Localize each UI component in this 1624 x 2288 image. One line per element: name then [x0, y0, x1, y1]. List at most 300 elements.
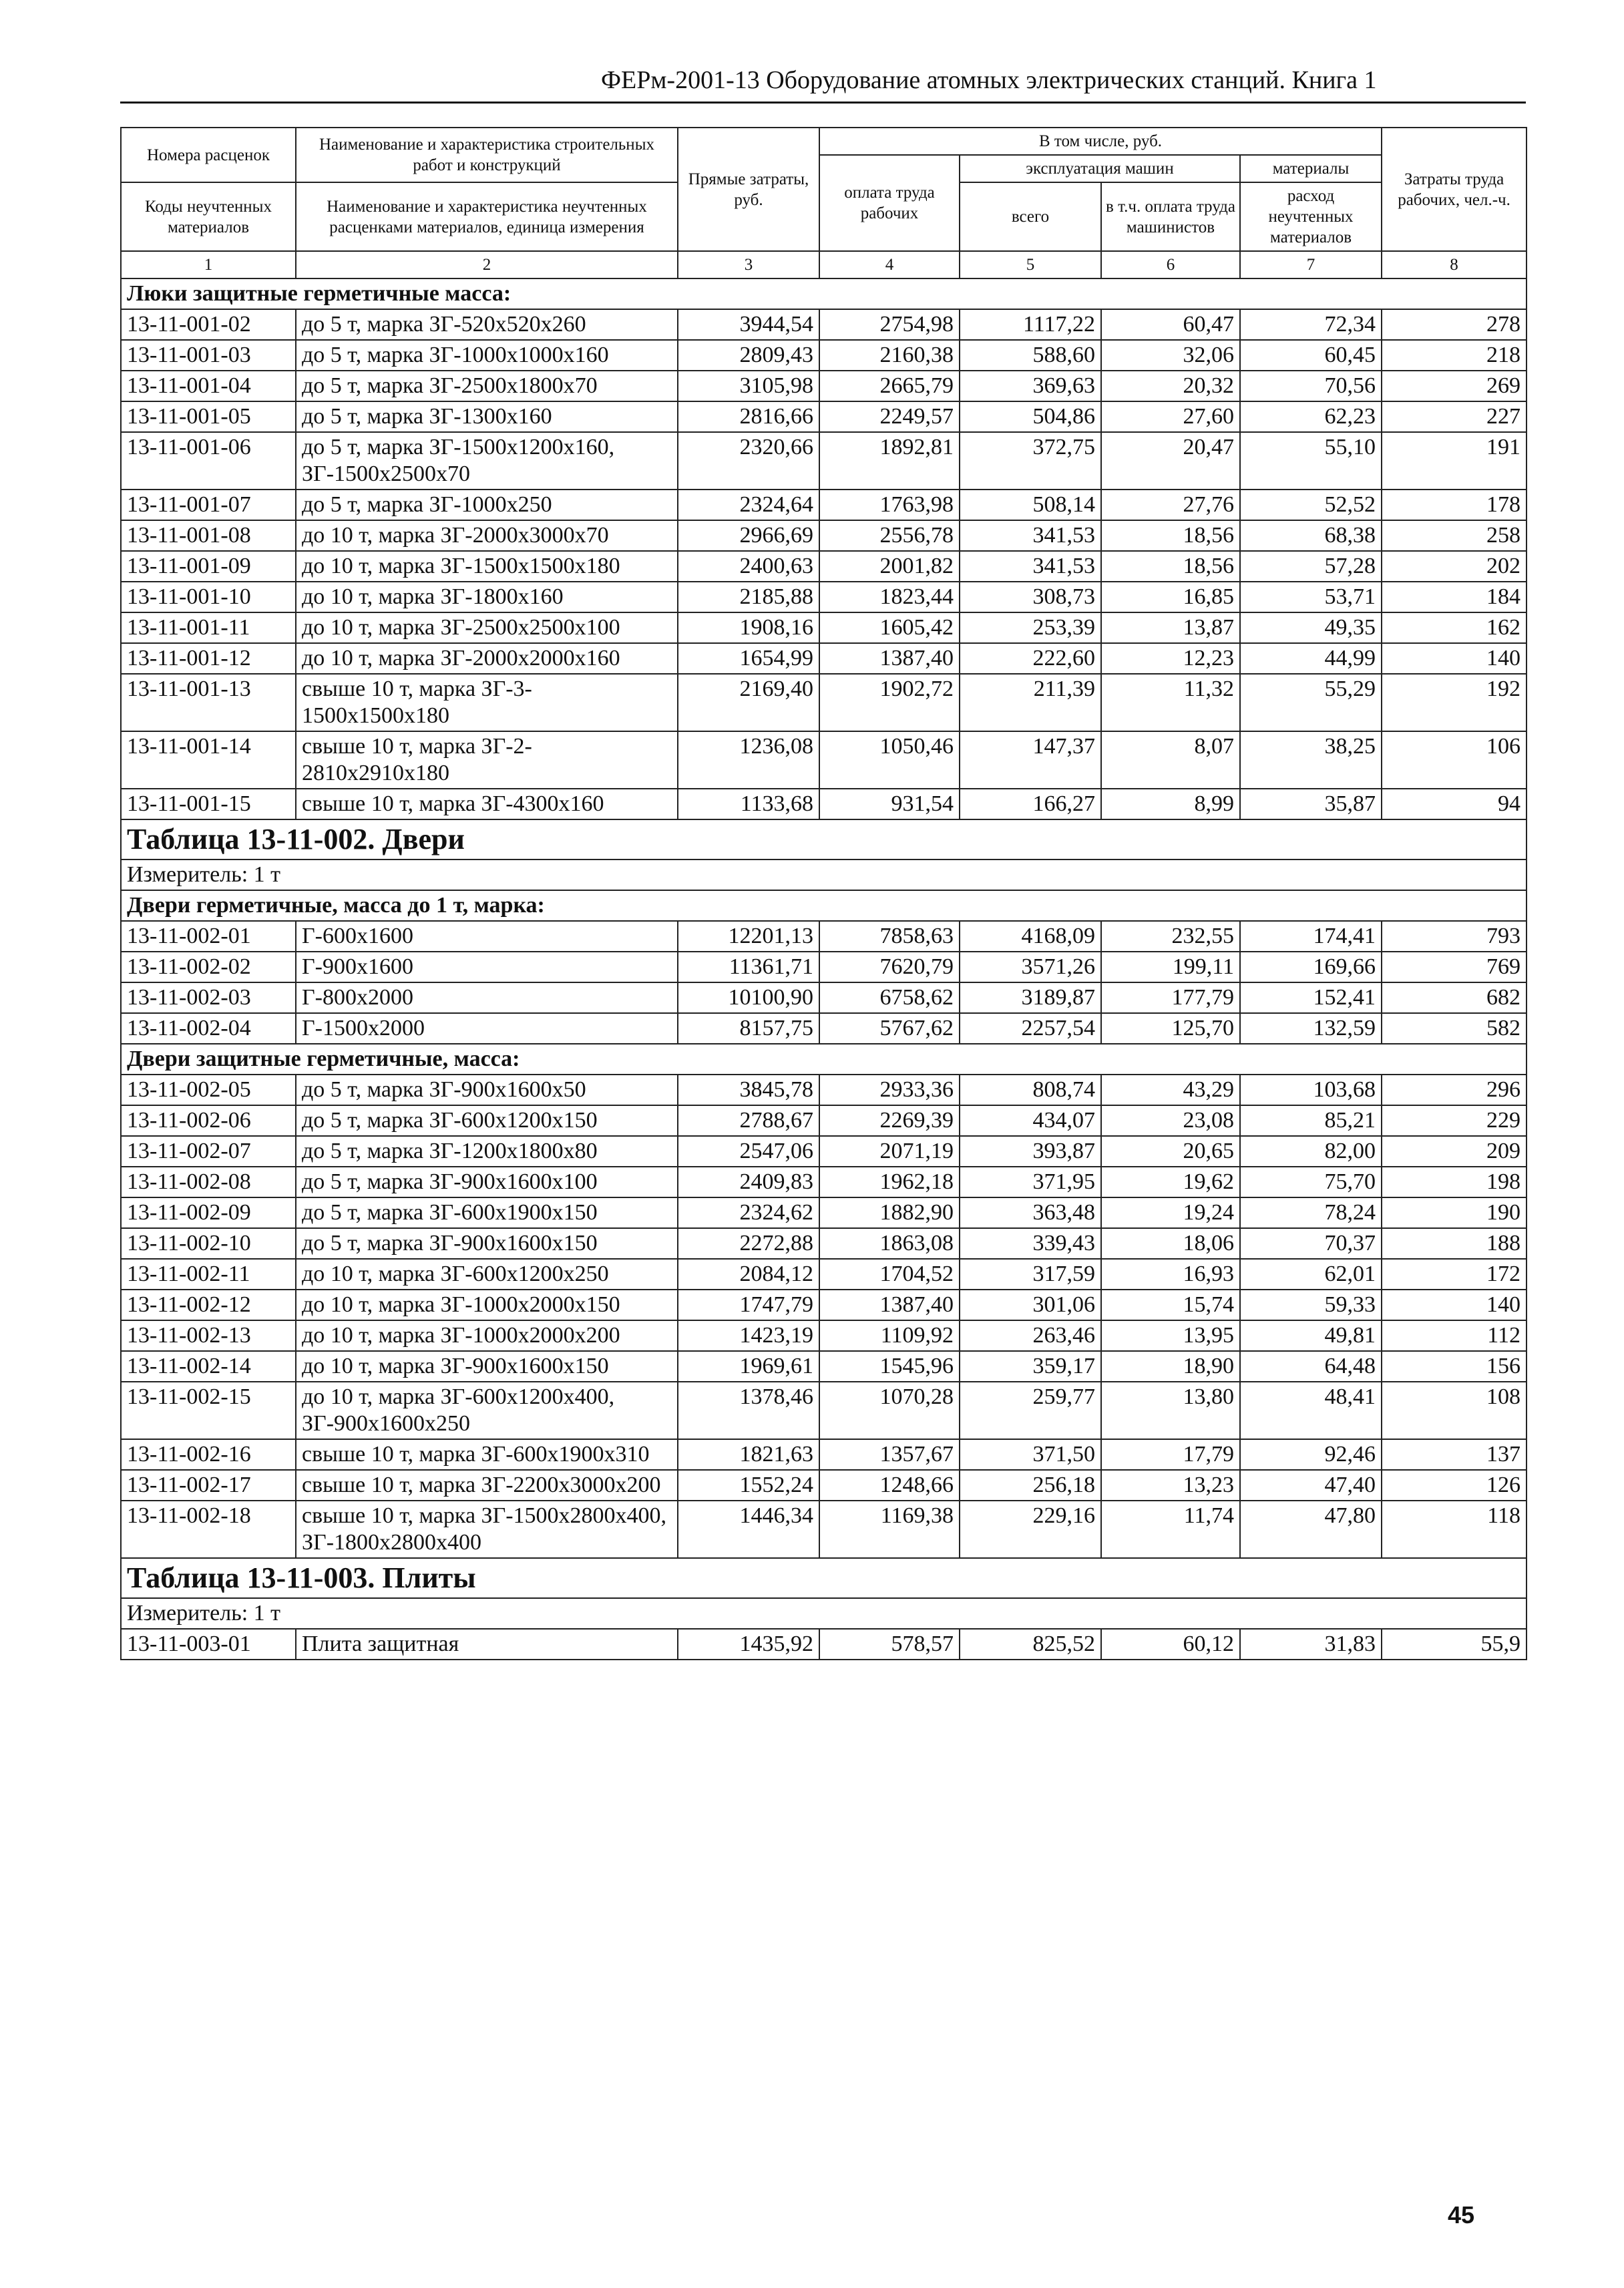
materials-cell: 70,37: [1240, 1228, 1382, 1259]
rate-code-cell: 13-11-002-14: [121, 1351, 296, 1382]
direct-cost-cell: 3105,98: [678, 371, 819, 401]
labor-cost-cell: 1357,67: [819, 1439, 960, 1470]
machinist-labor-cell: 17,79: [1101, 1439, 1240, 1470]
rate-name-cell: до 5 т, марка ЗГ-600х1900х150: [296, 1197, 678, 1228]
table-row: [121, 674, 1527, 731]
machine-cost-cell: 259,77: [960, 1382, 1101, 1439]
materials-cell: 169,66: [1240, 952, 1382, 982]
labor-hours-cell: 106: [1382, 731, 1527, 789]
labor-hours-cell: 156: [1382, 1351, 1527, 1382]
labor-cost-cell: 5767,62: [819, 1013, 960, 1044]
rate-name-cell: до 5 т, марка ЗГ-1500х1200х160, ЗГ-1500х2500х70: [296, 432, 678, 490]
materials-cell: 47,80: [1240, 1501, 1382, 1558]
machinist-labor-cell: 13,95: [1101, 1320, 1240, 1351]
group-heading-row: [121, 278, 1527, 309]
direct-cost-cell: 10100,90: [678, 982, 819, 1013]
machinist-labor-cell: 20,65: [1101, 1136, 1240, 1167]
rate-name-cell: до 10 т, марка ЗГ-1500х1500х180: [296, 551, 678, 582]
machinist-labor-cell: 20,32: [1101, 371, 1240, 401]
table-row: [121, 1136, 1527, 1167]
labor-cost-cell: 1169,38: [819, 1501, 960, 1558]
direct-cost-cell: 2185,88: [678, 582, 819, 612]
labor-cost-cell: 2556,78: [819, 520, 960, 551]
machinist-labor-cell: 199,11: [1101, 952, 1240, 982]
rate-name-cell: до 10 т, марка ЗГ-2000х3000х70: [296, 520, 678, 551]
machine-cost-cell: 301,06: [960, 1290, 1101, 1320]
col-head-machines: эксплуатация машин: [960, 155, 1240, 182]
labor-hours-cell: 108: [1382, 1382, 1527, 1439]
materials-cell: 55,10: [1240, 432, 1382, 490]
labor-cost-cell: 1823,44: [819, 582, 960, 612]
table-row: [121, 1105, 1527, 1136]
machinist-labor-cell: 19,62: [1101, 1167, 1240, 1197]
labor-cost-cell: 2269,39: [819, 1105, 960, 1136]
machinist-labor-cell: 15,74: [1101, 1290, 1240, 1320]
rate-code-cell: 13-11-002-11: [121, 1259, 296, 1290]
rate-name-cell: Г-1500х2000: [296, 1013, 678, 1044]
direct-cost-cell: 2400,63: [678, 551, 819, 582]
machine-cost-cell: 229,16: [960, 1501, 1101, 1558]
direct-cost-cell: 1378,46: [678, 1382, 819, 1439]
rate-name-cell: свыше 10 т, марка ЗГ-2-2810х2910х180: [296, 731, 678, 789]
labor-cost-cell: 6758,62: [819, 982, 960, 1013]
labor-hours-cell: 258: [1382, 520, 1527, 551]
machine-cost-cell: 434,07: [960, 1105, 1101, 1136]
machine-cost-cell: 256,18: [960, 1470, 1101, 1501]
direct-cost-cell: 2324,64: [678, 490, 819, 520]
rate-name-cell: до 5 т, марка ЗГ-1300х160: [296, 401, 678, 432]
rate-code-cell: 13-11-002-18: [121, 1501, 296, 1558]
direct-cost-cell: 1654,99: [678, 643, 819, 674]
machinist-labor-cell: 18,06: [1101, 1228, 1240, 1259]
labor-cost-cell: 2160,38: [819, 340, 960, 371]
col-head-6: в т.ч. оплата труда машинистов: [1101, 182, 1240, 251]
labor-cost-cell: 7858,63: [819, 921, 960, 952]
machine-cost-cell: 393,87: [960, 1136, 1101, 1167]
direct-cost-cell: 12201,13: [678, 921, 819, 952]
materials-cell: 174,41: [1240, 921, 1382, 952]
table-title-row: [121, 1558, 1527, 1598]
rate-name-cell: до 10 т, марка ЗГ-900х1600х150: [296, 1351, 678, 1382]
machine-cost-cell: 166,27: [960, 789, 1101, 819]
rate-code-cell: 13-11-001-13: [121, 674, 296, 731]
labor-cost-cell: 2001,82: [819, 551, 960, 582]
group-heading: Двери защитные герметичные, масса:: [121, 1044, 1527, 1075]
materials-cell: 59,33: [1240, 1290, 1382, 1320]
direct-cost-cell: 2409,83: [678, 1167, 819, 1197]
rate-code-cell: 13-11-001-14: [121, 731, 296, 789]
table-body: [121, 278, 1527, 1660]
labor-hours-cell: 118: [1382, 1501, 1527, 1558]
labor-hours-cell: 769: [1382, 952, 1527, 982]
rate-code-cell: 13-11-001-08: [121, 520, 296, 551]
machinist-labor-cell: 23,08: [1101, 1105, 1240, 1136]
machinist-labor-cell: 12,23: [1101, 643, 1240, 674]
direct-cost-cell: 3944,54: [678, 309, 819, 340]
machine-cost-cell: 339,43: [960, 1228, 1101, 1259]
labor-hours-cell: 793: [1382, 921, 1527, 952]
machine-cost-cell: 211,39: [960, 674, 1101, 731]
machinist-labor-cell: 18,56: [1101, 551, 1240, 582]
col-head-incl: В том числе, руб.: [819, 128, 1382, 155]
materials-cell: 60,45: [1240, 340, 1382, 371]
col-head-7: расход неучтенных материалов: [1240, 182, 1382, 251]
meter-label-row: [121, 1598, 1527, 1629]
rate-code-cell: 13-11-001-05: [121, 401, 296, 432]
materials-cell: 92,46: [1240, 1439, 1382, 1470]
labor-cost-cell: 1050,46: [819, 731, 960, 789]
machine-cost-cell: 3189,87: [960, 982, 1101, 1013]
col-head-2-bottom: Наименование и характеристика неучтенных расценками материалов, единица измерения: [296, 182, 678, 251]
table-row: [121, 1167, 1527, 1197]
labor-hours-cell: 227: [1382, 401, 1527, 432]
table-row: [121, 1075, 1527, 1105]
rate-name-cell: свыше 10 т, марка ЗГ-3-1500х1500х180: [296, 674, 678, 731]
machine-cost-cell: 263,46: [960, 1320, 1101, 1351]
machine-cost-cell: 825,52: [960, 1629, 1101, 1660]
labor-hours-cell: 682: [1382, 982, 1527, 1013]
materials-cell: 152,41: [1240, 982, 1382, 1013]
labor-cost-cell: 1863,08: [819, 1228, 960, 1259]
machine-cost-cell: 504,86: [960, 401, 1101, 432]
rate-name-cell: до 5 т, марка ЗГ-1000х1000х160: [296, 340, 678, 371]
labor-hours-cell: 126: [1382, 1470, 1527, 1501]
col-number: 4: [819, 251, 960, 278]
col-head-2-top: Наименование и характеристика строительных работ и конструкций: [296, 128, 678, 182]
table-row: [121, 731, 1527, 789]
rates-table: [120, 127, 1527, 1660]
rate-name-cell: Плита защитная: [296, 1629, 678, 1660]
labor-cost-cell: 1704,52: [819, 1259, 960, 1290]
rate-name-cell: до 10 т, марка ЗГ-600х1200х400, ЗГ-900х1600х250: [296, 1382, 678, 1439]
labor-cost-cell: 2071,19: [819, 1136, 960, 1167]
labor-cost-cell: 1892,81: [819, 432, 960, 490]
machinist-labor-cell: 43,29: [1101, 1075, 1240, 1105]
col-head-1-top: Номера расценок: [121, 128, 296, 182]
direct-cost-cell: 1435,92: [678, 1629, 819, 1660]
rate-name-cell: до 5 т, марка ЗГ-1200х1800х80: [296, 1136, 678, 1167]
table-title: Таблица 13-11-003. Плиты: [121, 1558, 1527, 1598]
materials-cell: 103,68: [1240, 1075, 1382, 1105]
materials-cell: 62,01: [1240, 1259, 1382, 1290]
direct-cost-cell: 1446,34: [678, 1501, 819, 1558]
rate-code-cell: 13-11-002-08: [121, 1167, 296, 1197]
direct-cost-cell: 1423,19: [678, 1320, 819, 1351]
labor-hours-cell: 202: [1382, 551, 1527, 582]
col-number: 5: [960, 251, 1101, 278]
col-head-5: всего: [960, 182, 1101, 251]
labor-hours-cell: 296: [1382, 1075, 1527, 1105]
machinist-labor-cell: 16,93: [1101, 1259, 1240, 1290]
machine-cost-cell: 363,48: [960, 1197, 1101, 1228]
machinist-labor-cell: 27,76: [1101, 490, 1240, 520]
rate-name-cell: до 5 т, марка ЗГ-520х520х260: [296, 309, 678, 340]
machine-cost-cell: 253,39: [960, 612, 1101, 643]
table-header: [121, 128, 1527, 278]
col-head-3: Прямые затраты, руб.: [678, 128, 819, 251]
materials-cell: 70,56: [1240, 371, 1382, 401]
rate-code-cell: 13-11-002-05: [121, 1075, 296, 1105]
labor-hours-cell: 209: [1382, 1136, 1527, 1167]
machinist-labor-cell: 20,47: [1101, 432, 1240, 490]
machine-cost-cell: 308,73: [960, 582, 1101, 612]
table-row: [121, 371, 1527, 401]
labor-hours-cell: 162: [1382, 612, 1527, 643]
table-row: [121, 432, 1527, 490]
labor-cost-cell: 931,54: [819, 789, 960, 819]
table-row: [121, 921, 1527, 952]
materials-cell: 47,40: [1240, 1470, 1382, 1501]
rate-name-cell: Г-800х2000: [296, 982, 678, 1013]
direct-cost-cell: 2966,69: [678, 520, 819, 551]
table-row: [121, 551, 1527, 582]
table-row: [121, 1501, 1527, 1558]
labor-hours-cell: 184: [1382, 582, 1527, 612]
labor-hours-cell: 218: [1382, 340, 1527, 371]
group-heading: Двери герметичные, масса до 1 т, марка:: [121, 890, 1527, 921]
rate-name-cell: до 5 т, марка ЗГ-2500х1800х70: [296, 371, 678, 401]
machine-cost-cell: 372,75: [960, 432, 1101, 490]
rate-code-cell: 13-11-002-13: [121, 1320, 296, 1351]
materials-cell: 44,99: [1240, 643, 1382, 674]
rate-code-cell: 13-11-001-06: [121, 432, 296, 490]
labor-hours-cell: 198: [1382, 1167, 1527, 1197]
machinist-labor-cell: 13,23: [1101, 1470, 1240, 1501]
materials-cell: 64,48: [1240, 1351, 1382, 1382]
machinist-labor-cell: 11,74: [1101, 1501, 1240, 1558]
rate-name-cell: Г-900х1600: [296, 952, 678, 982]
labor-hours-cell: 192: [1382, 674, 1527, 731]
meter-label: Измеритель: 1 т: [121, 860, 1527, 890]
table-row: [121, 401, 1527, 432]
col-head-4: оплата труда рабочих: [819, 155, 960, 251]
col-number: 7: [1240, 251, 1382, 278]
direct-cost-cell: 2324,62: [678, 1197, 819, 1228]
rate-code-cell: 13-11-002-04: [121, 1013, 296, 1044]
table-row: [121, 643, 1527, 674]
table-row: [121, 340, 1527, 371]
machinist-labor-cell: 18,90: [1101, 1351, 1240, 1382]
running-header: ФЕРм-2001-13 Оборудование атомных электрических станций. Книга 1: [601, 66, 1377, 94]
table-row: [121, 520, 1527, 551]
direct-cost-cell: 1908,16: [678, 612, 819, 643]
labor-cost-cell: 7620,79: [819, 952, 960, 982]
table-row: [121, 1470, 1527, 1501]
materials-cell: 72,34: [1240, 309, 1382, 340]
machinist-labor-cell: 11,32: [1101, 674, 1240, 731]
rate-code-cell: 13-11-002-15: [121, 1382, 296, 1439]
materials-cell: 55,29: [1240, 674, 1382, 731]
group-heading-row: [121, 890, 1527, 921]
labor-hours-cell: 582: [1382, 1013, 1527, 1044]
col-number: 6: [1101, 251, 1240, 278]
machinist-labor-cell: 60,47: [1101, 309, 1240, 340]
rate-name-cell: свыше 10 т, марка ЗГ-600х1900х310: [296, 1439, 678, 1470]
table-row: [121, 1629, 1527, 1660]
labor-cost-cell: 1387,40: [819, 643, 960, 674]
rate-code-cell: 13-11-001-10: [121, 582, 296, 612]
labor-cost-cell: 1109,92: [819, 1320, 960, 1351]
materials-cell: 49,35: [1240, 612, 1382, 643]
rate-code-cell: 13-11-001-09: [121, 551, 296, 582]
labor-hours-cell: 112: [1382, 1320, 1527, 1351]
materials-cell: 82,00: [1240, 1136, 1382, 1167]
rate-code-cell: 13-11-001-07: [121, 490, 296, 520]
machinist-labor-cell: 13,80: [1101, 1382, 1240, 1439]
labor-cost-cell: 1902,72: [819, 674, 960, 731]
labor-hours-cell: 188: [1382, 1228, 1527, 1259]
machine-cost-cell: 359,17: [960, 1351, 1101, 1382]
machine-cost-cell: 341,53: [960, 551, 1101, 582]
rate-code-cell: 13-11-001-04: [121, 371, 296, 401]
table-title-row: [121, 819, 1527, 860]
direct-cost-cell: 2809,43: [678, 340, 819, 371]
labor-hours-cell: 190: [1382, 1197, 1527, 1228]
rate-code-cell: 13-11-002-01: [121, 921, 296, 952]
labor-hours-cell: 172: [1382, 1259, 1527, 1290]
table-row: [121, 1228, 1527, 1259]
machine-cost-cell: 371,50: [960, 1439, 1101, 1470]
machine-cost-cell: 588,60: [960, 340, 1101, 371]
direct-cost-cell: 2272,88: [678, 1228, 819, 1259]
materials-cell: 48,41: [1240, 1382, 1382, 1439]
labor-hours-cell: 278: [1382, 309, 1527, 340]
labor-cost-cell: 1070,28: [819, 1382, 960, 1439]
rate-code-cell: 13-11-001-03: [121, 340, 296, 371]
machine-cost-cell: 808,74: [960, 1075, 1101, 1105]
table-row: [121, 1259, 1527, 1290]
direct-cost-cell: 1969,61: [678, 1351, 819, 1382]
rate-name-cell: до 10 т, марка ЗГ-2000х2000х160: [296, 643, 678, 674]
table-row: [121, 1290, 1527, 1320]
rate-code-cell: 13-11-002-12: [121, 1290, 296, 1320]
rate-name-cell: до 10 т, марка ЗГ-2500х2500х100: [296, 612, 678, 643]
labor-hours-cell: 229: [1382, 1105, 1527, 1136]
table-row: [121, 789, 1527, 819]
col-head-materials: материалы: [1240, 155, 1382, 182]
machinist-labor-cell: 8,99: [1101, 789, 1240, 819]
labor-hours-cell: 269: [1382, 371, 1527, 401]
machinist-labor-cell: 19,24: [1101, 1197, 1240, 1228]
rate-name-cell: до 10 т, марка ЗГ-600х1200х250: [296, 1259, 678, 1290]
table-row: [121, 1439, 1527, 1470]
meter-label-row: [121, 860, 1527, 890]
direct-cost-cell: 2547,06: [678, 1136, 819, 1167]
direct-cost-cell: 11361,71: [678, 952, 819, 982]
machine-cost-cell: 317,59: [960, 1259, 1101, 1290]
col-number: 3: [678, 251, 819, 278]
labor-cost-cell: 1387,40: [819, 1290, 960, 1320]
direct-cost-cell: 1133,68: [678, 789, 819, 819]
rate-code-cell: 13-11-001-11: [121, 612, 296, 643]
labor-cost-cell: 2754,98: [819, 309, 960, 340]
rate-name-cell: Г-600х1600: [296, 921, 678, 952]
labor-cost-cell: 1605,42: [819, 612, 960, 643]
table-row: [121, 1197, 1527, 1228]
rate-name-cell: свыше 10 т, марка ЗГ-4300х160: [296, 789, 678, 819]
table-row: [121, 1320, 1527, 1351]
rate-name-cell: до 5 т, марка ЗГ-900х1600х50: [296, 1075, 678, 1105]
rate-name-cell: до 5 т, марка ЗГ-900х1600х150: [296, 1228, 678, 1259]
table-row: [121, 1382, 1527, 1439]
rate-code-cell: 13-11-002-17: [121, 1470, 296, 1501]
table-row: [121, 1013, 1527, 1044]
materials-cell: 53,71: [1240, 582, 1382, 612]
machine-cost-cell: 369,63: [960, 371, 1101, 401]
labor-cost-cell: 1545,96: [819, 1351, 960, 1382]
machinist-labor-cell: 16,85: [1101, 582, 1240, 612]
labor-cost-cell: 578,57: [819, 1629, 960, 1660]
materials-cell: 75,70: [1240, 1167, 1382, 1197]
rate-code-cell: 13-11-003-01: [121, 1629, 296, 1660]
rate-name-cell: до 10 т, марка ЗГ-1800х160: [296, 582, 678, 612]
group-heading: Люки защитные герметичные масса:: [121, 278, 1527, 309]
direct-cost-cell: 2169,40: [678, 674, 819, 731]
machine-cost-cell: 2257,54: [960, 1013, 1101, 1044]
labor-hours-cell: 137: [1382, 1439, 1527, 1470]
machine-cost-cell: 4168,09: [960, 921, 1101, 952]
rate-code-cell: 13-11-002-10: [121, 1228, 296, 1259]
labor-hours-cell: 140: [1382, 643, 1527, 674]
rate-code-cell: 13-11-002-09: [121, 1197, 296, 1228]
rate-code-cell: 13-11-001-02: [121, 309, 296, 340]
table-row: [121, 982, 1527, 1013]
machine-cost-cell: 371,95: [960, 1167, 1101, 1197]
table-title: Таблица 13-11-002. Двери: [121, 819, 1527, 860]
rate-name-cell: до 5 т, марка ЗГ-1000х250: [296, 490, 678, 520]
direct-cost-cell: 2788,67: [678, 1105, 819, 1136]
table-row: [121, 952, 1527, 982]
labor-hours-cell: 94: [1382, 789, 1527, 819]
col-number: 1: [121, 251, 296, 278]
materials-cell: 52,52: [1240, 490, 1382, 520]
machinist-labor-cell: 18,56: [1101, 520, 1240, 551]
machinist-labor-cell: 232,55: [1101, 921, 1240, 952]
materials-cell: 35,87: [1240, 789, 1382, 819]
direct-cost-cell: 1747,79: [678, 1290, 819, 1320]
direct-cost-cell: 1821,63: [678, 1439, 819, 1470]
meter-label: Измеритель: 1 т: [121, 1598, 1527, 1629]
materials-cell: 38,25: [1240, 731, 1382, 789]
rate-name-cell: до 10 т, марка ЗГ-1000х2000х150: [296, 1290, 678, 1320]
column-numbers-row: [121, 251, 1527, 278]
rate-code-cell: 13-11-001-15: [121, 789, 296, 819]
header-rule: [120, 102, 1526, 104]
col-number: 2: [296, 251, 678, 278]
page-number: 45: [1448, 2201, 1475, 2229]
labor-cost-cell: 2933,36: [819, 1075, 960, 1105]
labor-cost-cell: 1763,98: [819, 490, 960, 520]
machine-cost-cell: 222,60: [960, 643, 1101, 674]
direct-cost-cell: 8157,75: [678, 1013, 819, 1044]
table-row: [121, 582, 1527, 612]
machine-cost-cell: 508,14: [960, 490, 1101, 520]
direct-cost-cell: 1552,24: [678, 1470, 819, 1501]
machine-cost-cell: 147,37: [960, 731, 1101, 789]
rate-name-cell: свыше 10 т, марка ЗГ-2200х3000х200: [296, 1470, 678, 1501]
rate-code-cell: 13-11-002-02: [121, 952, 296, 982]
rate-code-cell: 13-11-002-06: [121, 1105, 296, 1136]
machine-cost-cell: 1117,22: [960, 309, 1101, 340]
rate-code-cell: 13-11-002-03: [121, 982, 296, 1013]
table-row: [121, 612, 1527, 643]
direct-cost-cell: 1236,08: [678, 731, 819, 789]
materials-cell: 57,28: [1240, 551, 1382, 582]
rate-code-cell: 13-11-001-12: [121, 643, 296, 674]
table-row: [121, 490, 1527, 520]
machinist-labor-cell: 32,06: [1101, 340, 1240, 371]
col-head-8: Затраты труда рабочих, чел.-ч.: [1382, 128, 1527, 251]
